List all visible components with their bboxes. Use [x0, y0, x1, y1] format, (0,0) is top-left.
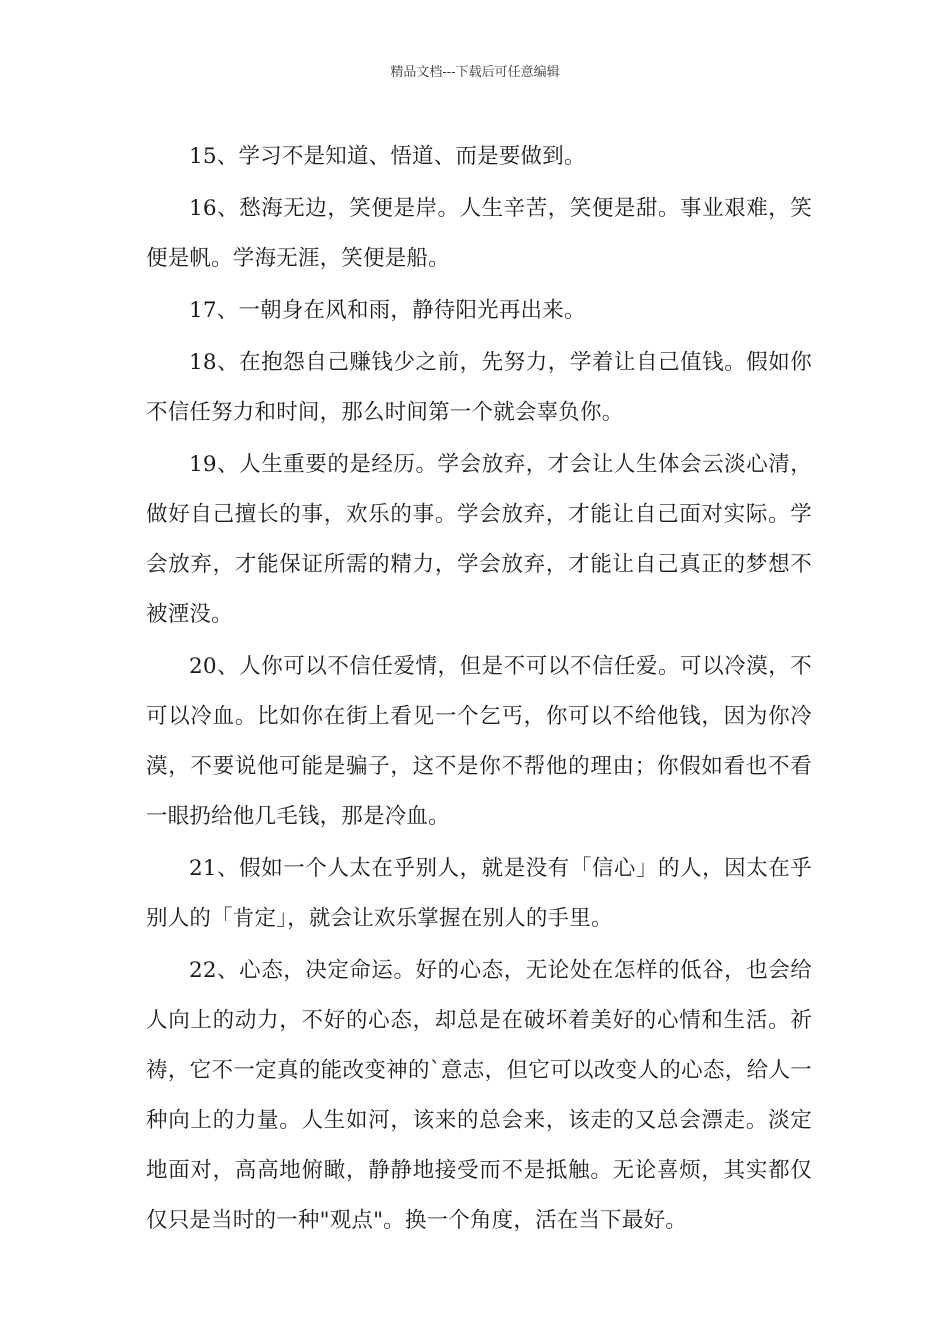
- paragraph-17: 17、一朝身在风和雨，静待阳光再出来。: [189, 298, 586, 323]
- page-header: 精品文档---下载后可任意编辑: [390, 65, 560, 80]
- paragraph-19: 19、人生重要的是经历。学会放弃，才会让人生体会云淡心清，做好自己擅长的事，欢乐的事。学会放弃，才能让自己面对实际。学会放弃，才能保证所需的精力，学会放弃，才能让自己真正的梦想不被湮没。: [146, 452, 812, 627]
- document-body: [146, 132, 812, 1248]
- paragraph-18: 18、在抱怨自己赚钱少之前，先努力，学着让自己值钱。假如你不信任努力和时间，那么时间第一个就会辜负你。: [146, 350, 812, 425]
- paragraph-15: 15、学习不是知道、悟道、而是要做到。: [189, 144, 586, 169]
- paragraph-20: 20、人你可以不信任爱情，但是不可以不信任爱。可以冷漠，不可以冷血。比如你在街上看见一个乞丐，你可以不给他钱，因为你冷漠，不要说他可能是骗子，这不是你不帮他的理由；你假如看也不看一眼扔给他几毛钱，那是冷血。: [146, 654, 812, 829]
- paragraph-16: 16、愁海无边，笑便是岸。人生辛苦，笑便是甜。事业艰难，笑便是帆。学海无涯，笑便是船。: [146, 196, 812, 271]
- paragraph-21: 21、假如一个人太在乎别人，就是没有「信心」的人，因太在乎别人的「肯定」，就会让欢乐掌握在别人的手里。: [146, 856, 812, 931]
- paragraph-22: 22、心态，决定命运。好的心态，无论处在怎样的低谷，也会给人向上的动力，不好的心态，却总是在破坏着美好的心情和生活。祈祷，它不一定真的能改变神的`意志，但它可以改变人的心态，给人一种向上的力量。人生如河，该来的总会来，该走的又总会漂走。淡定地面对，高高地俯瞰，静静地接受而不是抵触。无论喜烦，其实都仅仅只是当时的一种"观点"。换一个角度，活在当下最好。: [146, 958, 812, 1233]
